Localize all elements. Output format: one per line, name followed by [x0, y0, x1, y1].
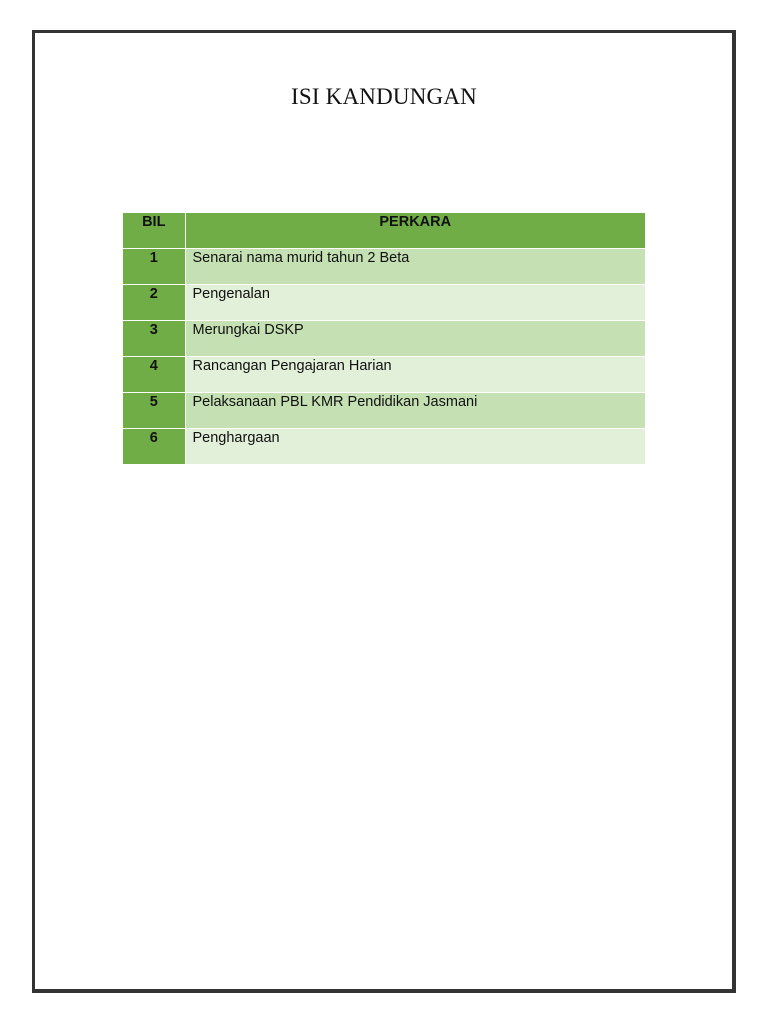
row-number: 3 [123, 321, 185, 357]
page-title: ISI KANDUNGAN [291, 84, 477, 109]
row-number: 1 [123, 249, 185, 285]
table-row [123, 357, 645, 393]
page-frame [32, 30, 736, 993]
row-number: 4 [123, 357, 185, 393]
table-row [123, 285, 645, 321]
table-row [123, 249, 645, 285]
row-item: Rancangan Pengajaran Harian [185, 357, 645, 393]
row-number: 2 [123, 285, 185, 321]
row-number: 5 [123, 393, 185, 429]
row-item: Merungkai DSKP [185, 321, 645, 357]
table-row [123, 321, 645, 357]
table-row [123, 393, 645, 429]
row-number: 6 [123, 429, 185, 465]
row-item: Senarai nama murid tahun 2 Beta [185, 249, 645, 285]
row-item: Pengenalan [185, 285, 645, 321]
table-of-contents [123, 213, 645, 465]
table-header-row [123, 213, 645, 249]
column-header-bil: BIL [123, 213, 185, 249]
column-header-perkara: PERKARA [185, 213, 645, 249]
row-item: Penghargaan [185, 429, 645, 465]
table-row [123, 429, 645, 465]
row-item: Pelaksanaan PBL KMR Pendidikan Jasmani [185, 393, 645, 429]
